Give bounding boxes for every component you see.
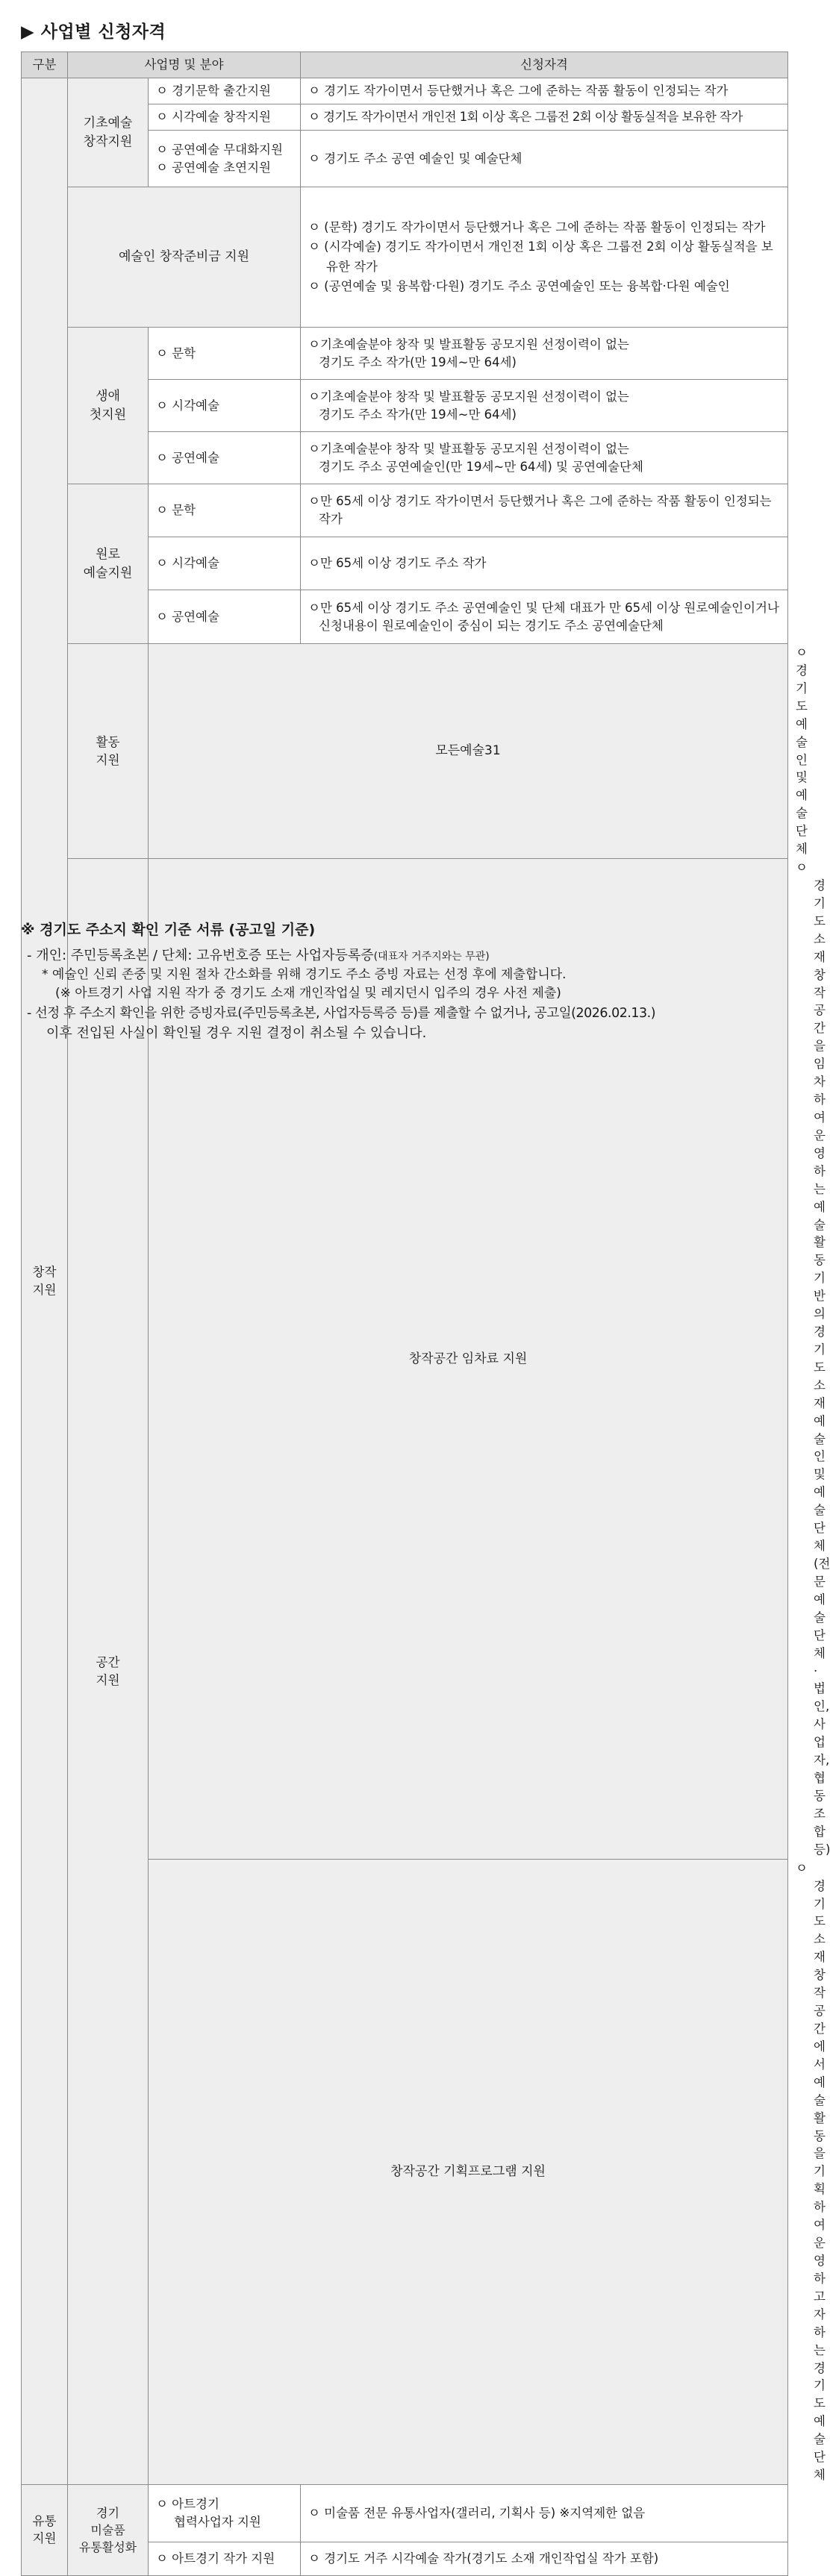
program-space-rent: 창작공간 임차료 지원 — [149, 859, 788, 1860]
eligibility-table — [21, 51, 830, 2576]
qualification-cell — [301, 432, 788, 484]
program-first: 생애 첫지원 — [68, 328, 149, 484]
qualification-cell: ㅇ 경기도 작가이면서 등단했거나 혹은 그에 준하는 작품 활동이 인정되는 작가 — [301, 78, 788, 104]
category-creation: 창작 지원 — [22, 78, 68, 2485]
notes-section — [21, 919, 797, 1043]
program-cell: ㅇ 문학 — [149, 484, 301, 537]
qualification-line: ㅇ (시각예술) 경기도 작가이면서 개인전 1회 이상 혹은 그룹전 2회 이상 활동실적을 보유한 작가 — [308, 240, 773, 274]
program-line: 협력사업자 지원 — [174, 2514, 261, 2529]
header-program: 사업명 및 분야 — [68, 52, 301, 78]
qualification-line: ㅇ기초예술분야 창작 및 발표활동 공모지원 선정이력이 없는 — [308, 389, 629, 404]
program-art: 경기 미술품 유통활성화 — [68, 2484, 149, 2575]
table-row: 활동 지원 모든예술31 ㅇ 경기도 예술인 및 예술단체 — [22, 644, 788, 859]
qualification-line: 경기도 주소 공연예술인(만 19세~만 64세) 및 공연예술단체 — [319, 459, 643, 474]
qualification-cell — [301, 328, 788, 380]
program-basic: 기초예술 창작지원 — [68, 78, 149, 187]
table-row — [22, 328, 788, 380]
qualification-cell — [301, 484, 788, 537]
program-cell: ㅇ 경기문학 출간지원 — [149, 78, 301, 104]
program-line: ㅇ 공연예술 무대화지원 — [156, 142, 283, 157]
table-row — [22, 484, 788, 537]
table-row — [22, 2484, 788, 2542]
qualification-line: 경기도 주소 작가(만 19세~만 64세) — [319, 354, 517, 369]
qualification-line: ㅇ 경기도 소재 창작공간에서 예술활동을 기획하여 운영하고자 하는 경기도 예술 단체 — [796, 1860, 826, 2483]
notes-title: ※ 경기도 주소지 확인 기준 서류 (공고일 기준) — [21, 922, 316, 938]
header-qualification: 신청자격 — [301, 52, 788, 78]
qualification-line: ㅇ기초예술분야 창작 및 발표활동 공모지원 선정이력이 없는 — [308, 441, 629, 456]
qualification-line: ㅇ만 65세 이상 경기도 작가이면서 등단했거나 혹은 그에 준하는 작품 활동이 인정되는 작가 — [308, 494, 772, 526]
note-line — [21, 945, 797, 966]
table-row — [22, 187, 788, 328]
program-cell: ㅇ 시각예술 — [149, 380, 301, 432]
note-line: (※ 아트경기 사업 지원 작가 중 경기도 소재 개인작업실 및 레지던시 입주의 경우 사전 제출) — [55, 986, 561, 1001]
program-cell — [149, 131, 301, 187]
qualification-line: ㅇ기초예술분야 창작 및 발표활동 공모지원 선정이력이 없는 — [308, 337, 629, 351]
qualification-cell: ㅇ 미술품 전문 유통사업자(갤러리, 기획사 등) ※지역제한 없음 — [301, 2484, 788, 2542]
qualification-cell: ㅇ만 65세 이상 경기도 주소 작가 — [301, 537, 788, 590]
qualification-cell — [301, 590, 788, 644]
note-small-text: (대표자 거주지와는 무관) — [373, 950, 490, 963]
qualification-line: ㅇ (문학) 경기도 작가이면서 등단했거나 혹은 그에 준하는 작품 활동이 인정되는 작가 — [308, 219, 766, 234]
section-title: ▶ 사업별 신청자격 — [21, 22, 166, 42]
program-line: ㅇ 아트경기 — [156, 2497, 219, 2512]
category-distribution: 유통 지원 — [22, 2484, 68, 2575]
program-prep: 예술인 창작준비금 지원 — [68, 187, 301, 328]
qualification-line: ㅇ (공연예술 및 융복합·다원) 경기도 주소 공연예술인 또는 융복합·다원 예술인 — [308, 278, 730, 293]
category-space: 공간 지원 — [68, 859, 149, 2485]
program-elder: 원로 예술지원 — [68, 484, 149, 644]
note-line: - 선정 후 주소지 확인을 위한 증빙자료(주민등록초본, 사업자등록증 등)를 제출할 수 없거나, 공고일(2026.02.13.) — [27, 1005, 656, 1021]
category-activity: 활동 지원 — [68, 644, 149, 859]
program-space-program: 창작공간 기획프로그램 지원 — [149, 1859, 788, 2484]
qualification-line: ㅇ만 65세 이상 경기도 주소 공연예술인 및 단체 대표가 만 65세 이상 원로예술인이거나 신청내용이 원로예술인이 중심이 되는 경기도 주소 공연예술단체 — [308, 600, 779, 633]
program-cell: ㅇ 공연예술 — [149, 590, 301, 644]
table-row — [22, 78, 788, 104]
qualification-cell: ㅇ 경기도 작가이면서 개인전 1회 이상 혹은 그룹전 2회 이상 활동실적을 보유한 작가 — [301, 104, 788, 131]
qualification-cell — [301, 187, 788, 328]
table-header-row — [22, 52, 788, 78]
note-line: 이후 전입된 사실이 확인될 경우 지원 결정이 취소될 수 있습니다. — [46, 1025, 427, 1041]
qualification-cell: ㅇ 경기도 주소 공연 예술인 및 예술단체 — [301, 131, 788, 187]
program-cell: ㅇ 시각예술 창작지원 — [149, 104, 301, 131]
qualification-line: ㅇ 경기도 소재 창작공간을 임차하여 운영하는 예술 활동 기반의 경기도 소재 예술인 및 예술단체 (전문예술단체·법인, 사업자, 협동조합 등) — [796, 860, 830, 1857]
qualification-cell: ㅇ 경기도 거주 시각예술 작가(경기도 소재 개인작업실 작가 포함) — [301, 2542, 788, 2575]
note-line: * 예술인 신뢰 존중 및 지원 절차 간소화를 위해 경기도 주소 증빙 자료는 선정 후에 제출합니다. — [42, 966, 567, 982]
program-cell: ㅇ 아트경기 작가 지원 — [149, 2542, 301, 2575]
program-cell: ㅇ 시각예술 — [149, 537, 301, 590]
header-category: 구분 — [22, 52, 68, 78]
note-text: - 개인: 주민등록초본 / 단체: 고유번호증 또는 사업자등록증 — [27, 947, 374, 963]
program-line: ㅇ 공연예술 초연지원 — [156, 160, 271, 175]
qualification-cell — [301, 380, 788, 432]
program-all-arts: 모든예술31 — [149, 644, 788, 859]
program-cell: ㅇ 공연예술 — [149, 432, 301, 484]
program-cell — [149, 2484, 301, 2542]
program-cell: ㅇ 문학 — [149, 328, 301, 380]
qualification-line: 경기도 주소 작가(만 19세~만 64세) — [319, 407, 517, 422]
